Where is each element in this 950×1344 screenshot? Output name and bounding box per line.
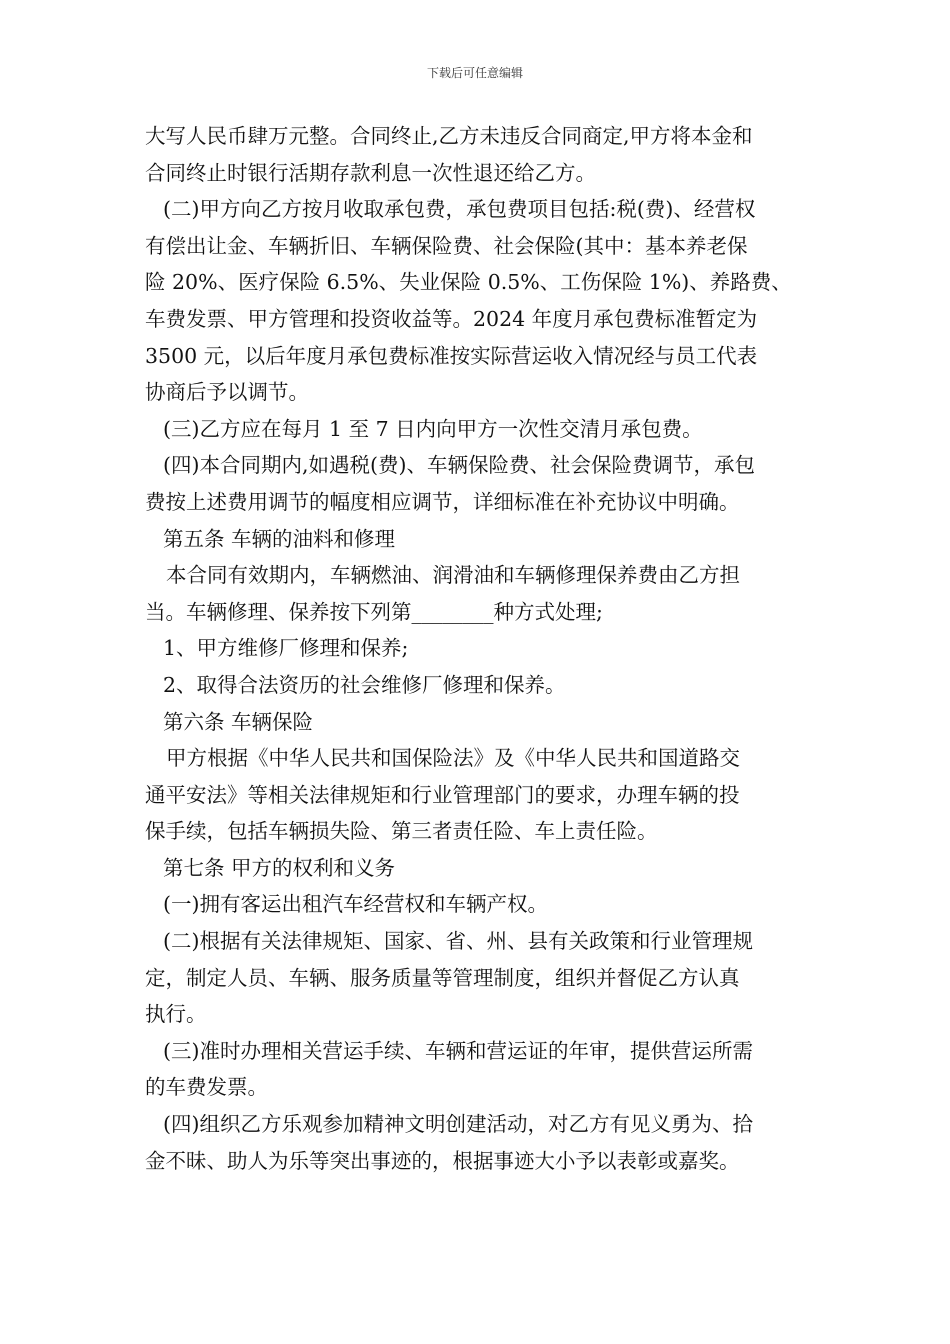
text-line: 通平安法》等相关法律规矩和行业管理部门的要求，办理车辆的投 xyxy=(145,782,740,807)
text-line: (二)根据有关法律规矩、国家、省、州、县有关政策和行业管理规 xyxy=(163,929,753,954)
text-line: 保手续，包括车辆损失险、第三者责任险、车上责任险。 xyxy=(145,819,658,844)
text-line: (四)本合同期内,如遇税(费)、车辆保险费、社会保险费调节，承包 xyxy=(163,453,756,478)
text-line: 合同终止时银行活期存款利息一次性退还给乙方。 xyxy=(145,160,596,185)
text-line: 2、取得合法资历的社会维修厂修理和保养。 xyxy=(163,672,566,697)
text-line: 险 20%、医疗保险 6.5%、失业保险 0.5%、工伤保险 1%)、养路费、 xyxy=(145,270,792,295)
text-line: 当。车辆修理、保养按下列第________种方式处理; xyxy=(145,599,603,624)
text-line: 定，制定人员、车辆、服务质量等管理制度，组织并督促乙方认真 xyxy=(145,965,740,990)
page-header: 下载后可任意编辑 xyxy=(426,66,523,80)
text-line: 1、甲方维修厂修理和保养; xyxy=(163,636,409,661)
document-body xyxy=(145,118,810,1179)
text-line: 大写人民币肆万元整。合同终止,乙方未违反合同商定,甲方将本金和 xyxy=(145,124,753,148)
text-line: (二)甲方向乙方按月收取承包费，承包费项目包括:税(费)、经营权 xyxy=(163,197,756,222)
text-line: 金不昧、助人为乐等突出事迹的，根据事迹大小予以表彰或嘉奖。 xyxy=(145,1148,740,1173)
text-line: 第七条 甲方的权利和义务 xyxy=(163,855,396,880)
text-line: 本合同有效期内，车辆燃油、润滑油和车辆修理保养费由乙方担 xyxy=(166,563,740,588)
text-line: 甲方根据《中华人民共和国保险法》及《中华人民共和国道路交 xyxy=(166,746,740,771)
text-line: 费按上述费用调节的幅度相应调节，详细标准在补充协议中明确。 xyxy=(145,489,740,514)
text-line: (一)拥有客运出租汽车经营权和车辆产权。 xyxy=(163,892,548,917)
text-line: (四)组织乙方乐观参加精神文明创建活动，对乙方有见义勇为、拾 xyxy=(163,1112,753,1137)
text-line: (三)准时办理相关营运手续、车辆和营运证的年审，提供营运所需 xyxy=(163,1038,753,1063)
text-line: 协商后予以调节。 xyxy=(145,380,309,405)
text-line: 的车费发票。 xyxy=(145,1075,268,1100)
text-line: 第六条 车辆保险 xyxy=(163,709,314,734)
text-line: 车费发票、甲方管理和投资收益等。2024 年度月承包费标准暂定为 xyxy=(145,306,758,331)
text-line: (三)乙方应在每月 1 至 7 日内向甲方一次性交清月承包费。 xyxy=(163,416,703,441)
text-line: 执行。 xyxy=(145,1002,207,1027)
text-line: 第五条 车辆的油料和修理 xyxy=(163,526,396,551)
text-line: 3500 元，以后年度月承包费标准按实际营运收入情况经与员工代表 xyxy=(145,343,758,368)
text-line: 有偿出让金、车辆折旧、车辆保险费、社会保险(其中：基本养老保 xyxy=(145,233,748,258)
